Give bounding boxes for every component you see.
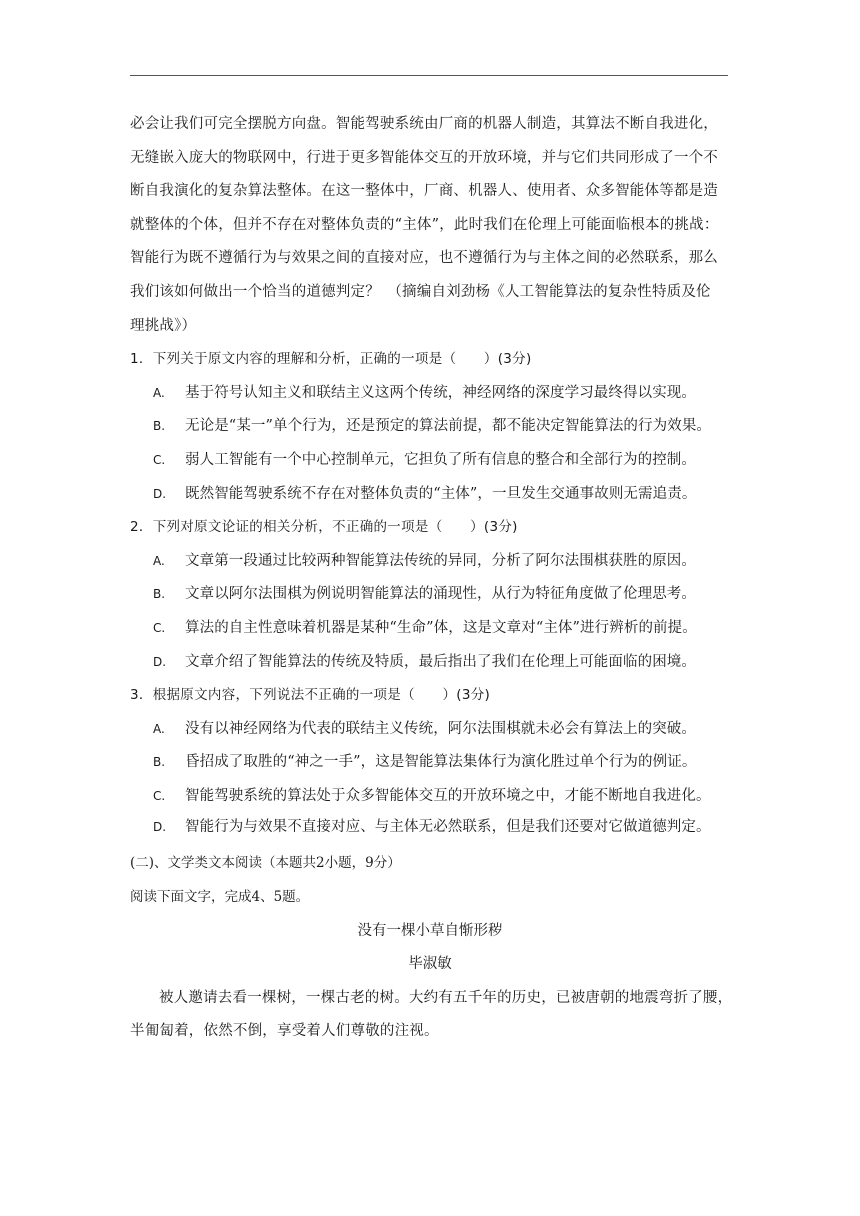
- option-text: 智能行为与效果不直接对应、与主体无必然联系，但是我们还要对它做道德判定。: [185, 819, 711, 836]
- question-stem: 1．下列关于原文内容的理解和分析，正确的一项是（ ）(3分): [130, 351, 532, 368]
- question-stem: 2．下列对原文论证的相关分析，不正确的一项是（ ）(3分): [130, 519, 518, 536]
- option-text: 既然智能驾驶系统不存在对整体负责的“主体”，一旦发生交通事故则无需追责。: [185, 485, 697, 502]
- option-text: 无论是“某一”单个行为，还是预定的算法前提，都不能决定智能算法的行为效果。: [185, 418, 712, 435]
- passage-line: 无缝嵌入庞大的物联网中，行进于更多智能体交互的开放环境，并与它们共同形成了一个不: [130, 149, 718, 166]
- passage-line: 我们该如何做出一个恰当的道德判定？ （摘编自刘劲杨《人工智能算法的复杂性特质及伦: [130, 283, 711, 300]
- option-text: 算法的自主性意味着机器是某种“生命”体，这是文章对“主体”进行辨析的前提。: [185, 619, 697, 636]
- option-d: [130, 646, 730, 680]
- article-author: 毕淑敏: [408, 956, 452, 973]
- option-letter: C.: [153, 452, 166, 467]
- article-line: 被人邀请去看一棵树，一棵古老的树。大约有五千年的历史，已被唐朝的地震弯折了腰，: [159, 989, 733, 1006]
- article-line: 半匍匐着，依然不倒，享受着人们尊敬的注视。: [130, 1023, 439, 1040]
- option-text: 昏招成了取胜的“神之一手”，这是智能算法集体行为演化胜过单个行为的例证。: [185, 754, 697, 771]
- option-text: 文章以阿尔法围棋为例说明智能算法的涌现性，从行为特征角度做了伦理思考。: [185, 586, 696, 603]
- option-letter: D.: [153, 654, 167, 669]
- option-text: 基于符号认知主义和联结主义这两个传统，神经网络的深度学习最终得以实现。: [185, 384, 696, 401]
- option-text: 文章第一段通过比较两种智能算法传统的异同，分析了阿尔法围棋获胜的原因。: [185, 552, 696, 569]
- option-letter: D.: [153, 486, 167, 501]
- option-a: [130, 377, 730, 411]
- option-letter: C.: [153, 788, 166, 803]
- option-b: [130, 746, 730, 780]
- option-c: [130, 612, 730, 646]
- option-a: [130, 713, 730, 747]
- option-text: 弱人工智能有一个中心控制单元，它担负了所有信息的整合和全部行为的控制。: [185, 451, 696, 468]
- option-text: 没有以神经网络为代表的联结主义传统，阿尔法围棋就未必会有算法上的突破。: [185, 720, 696, 737]
- option-letter: B.: [153, 587, 166, 602]
- option-d: [130, 478, 730, 512]
- page-header-rule: [130, 75, 728, 76]
- section-heading: (二)、文学类文本阅读（本题共2小题，9分）: [130, 855, 401, 872]
- option-letter: A.: [153, 385, 165, 400]
- question-2: [130, 511, 730, 679]
- option-text: 智能驾驶系统的算法处于众多智能体交互的开放环境之中，才能不断地自我进化。: [185, 787, 711, 804]
- passage-line: 就整体的个体，但并不存在对整体负责的“主体”，此时我们在伦理上可能面临根本的挑战：: [130, 216, 719, 233]
- option-b: [130, 410, 730, 444]
- option-a: [130, 545, 730, 579]
- passage-tail: [130, 108, 730, 343]
- option-c: [130, 444, 730, 478]
- option-text: 文章介绍了智能算法的传统及特质，最后指出了我们在伦理上可能面临的困境。: [185, 653, 696, 670]
- passage-line: 断自我演化的复杂算法整体。在这一整体中，厂商、机器人、使用者、众多智能体等都是造: [130, 183, 718, 200]
- option-b: [130, 578, 730, 612]
- passage-line: 理挑战》）: [130, 317, 197, 334]
- reading-instruction: 阅读下面文字，完成4、5题。: [130, 889, 310, 906]
- document-body: [130, 108, 733, 1049]
- option-letter: A.: [153, 553, 165, 568]
- option-d: [130, 813, 730, 841]
- passage-line: 智能行为既不遵循行为与效果之间的直接对应，也不遵循行为与主体之间的必然联系，那么: [130, 250, 718, 267]
- section-two: [130, 847, 733, 1049]
- question-stem: 3．根据原文内容，下列说法不正确的一项是（ ）(3分): [130, 687, 491, 704]
- option-letter: B.: [153, 755, 166, 770]
- option-c: [130, 780, 730, 814]
- question-1: [130, 343, 730, 511]
- passage-line: 必会让我们可完全摆脱方向盘。智能驾驶系统由厂商的机器人制造，其算法不断自我进化，: [130, 116, 718, 132]
- option-letter: B.: [153, 419, 166, 434]
- article-title: 没有一棵小草自惭形秽: [357, 922, 503, 939]
- option-letter: C.: [153, 620, 166, 635]
- option-letter: A.: [153, 721, 165, 736]
- option-letter: D.: [153, 820, 167, 835]
- question-3: [130, 679, 730, 841]
